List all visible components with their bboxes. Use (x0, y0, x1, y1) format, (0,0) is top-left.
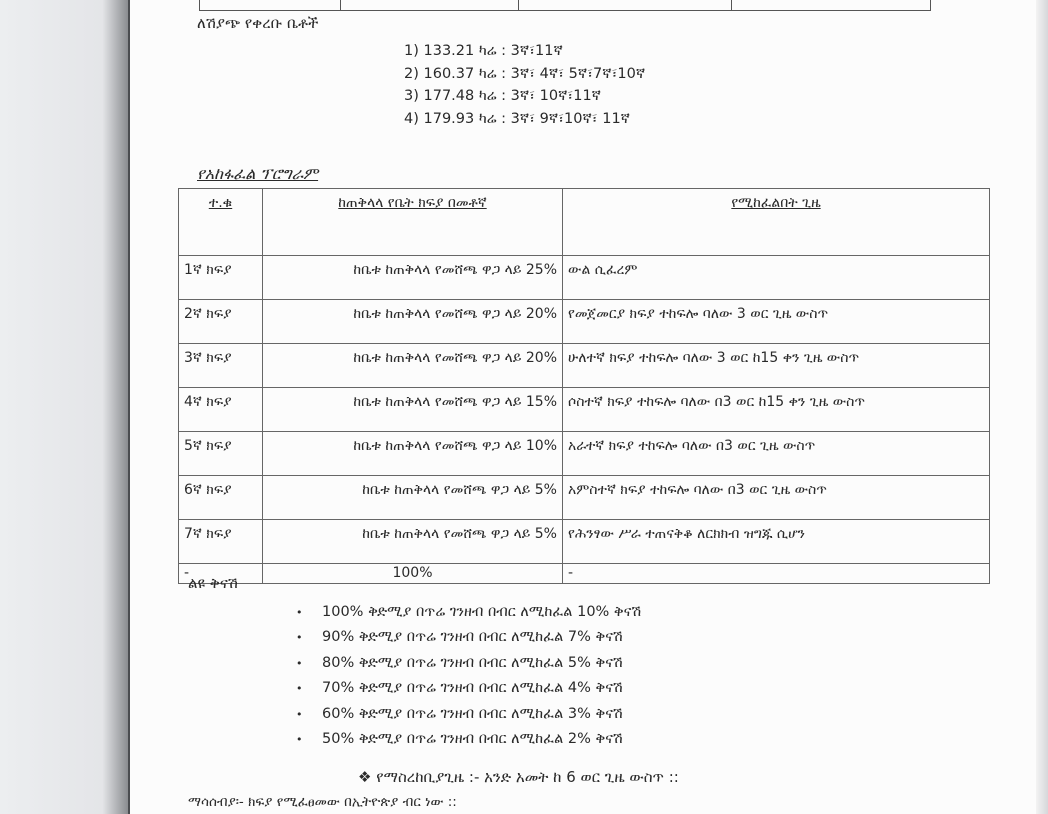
bullet-icon: • (296, 733, 303, 747)
payment-when: የሕንፃው ሥራ ተጠናቅቆ ለርክክብ ዝግጁ ሲሆን (563, 520, 990, 564)
bullet-icon: • (296, 631, 303, 645)
discount-text: 90% ቅድሚያ በጥሬ ገንዘብ በብር ለሚከፈል 7% ቅናሽ (322, 629, 623, 646)
bullet-icon: • (296, 656, 303, 670)
discount-text: 50% ቅድሚያ በጥሬ ገንዘብ በብር ለሚከፈል 2% ቅናሽ (322, 731, 623, 748)
previous-table-bottom (199, 0, 931, 11)
total-number: - (179, 564, 263, 584)
table-row (179, 388, 990, 432)
list-item (296, 727, 641, 752)
table-row (179, 432, 990, 476)
payment-when: አምስተኛ ክፍያ ተከፍሎ ባለው በ3 ወር ጊዜ ውስጥ (563, 476, 990, 520)
discount-text: 80% ቅድሚያ በጥሬ ገንዘብ በብር ለሚከፈል 5% ቅናሽ (322, 654, 623, 671)
payment-when: ሁለተኛ ክፍያ ተከፍሎ ባለው 3 ወር ከ15 ቀን ጊዜ ውስጥ (563, 344, 990, 388)
list-item (296, 702, 641, 727)
houses-list (404, 40, 645, 130)
column-header-number: ተ.ቁ (179, 189, 263, 256)
payment-percentage: ከቤቱ ከጠቅላላ የመሸጫ ዋጋ ላይ 25% (263, 256, 563, 300)
houses-heading: ለሽያጭ የቀረቡ ቤቶች (197, 14, 319, 32)
payment-number: 4ኛ ክፍያ (179, 388, 263, 432)
discount-text: 100% ቅድሚያ በጥሬ ገንዘብ በብር ለሚከፈል 10% ቅናሽ (322, 604, 642, 620)
payment-plan-heading: የአከፋፈል ፕሮግራም (197, 164, 319, 183)
payment-plan-table (178, 188, 990, 584)
list-item (296, 600, 641, 625)
payment-number: 5ኛ ክፍያ (179, 432, 263, 476)
houses-item: 2) 160.37 ካሬ : 3ኛ፣ 4ኛ፣ 5ኛ፣7ኛ፣10ኛ (404, 65, 646, 82)
payment-when: ውል ሲፈረም (563, 256, 990, 300)
houses-item: 1) 133.21 ካሬ : 3ኛ፣11ኛ (404, 43, 563, 59)
table-header-row (179, 189, 990, 256)
table-row (179, 300, 990, 344)
total-percentage: 100% (263, 564, 563, 584)
list-item (296, 651, 641, 676)
discount-heading: ልዩ ቅናሽ (188, 574, 238, 592)
list-item (296, 676, 641, 701)
discount-text: 60% ቅድሚያ በጥሬ ገንዘብ በብር ለሚከፈል 3% ቅናሽ (322, 705, 623, 722)
payment-when: ሶስተኛ ክፍያ ተከፍሎ ባለው በ3 ወር ከ15 ቀን ጊዜ ውስጥ (563, 388, 990, 432)
column-header-percentage: ከጠቅላላ የቤት ክፍያ በመቶኛ (263, 189, 563, 256)
table-row (179, 344, 990, 388)
payment-number: 7ኛ ክፍያ (179, 520, 263, 564)
table-row (179, 476, 990, 520)
page-shadow-left (0, 0, 128, 814)
payment-number: 3ኛ ክፍያ (179, 344, 263, 388)
payment-percentage: ከቤቱ ከጠቅላላ የመሸጫ ዋጋ ላይ 20% (263, 300, 563, 344)
houses-item: 3) 177.48 ካሬ : 3ኛ፣ 10ኛ፣11ኛ (404, 88, 601, 104)
payment-number: 2ኛ ክፍያ (179, 300, 263, 344)
total-when: - (563, 564, 990, 584)
diamond-bullet-icon: ❖ (358, 768, 372, 786)
page-shadow-right (1036, 0, 1048, 814)
handover-line (358, 768, 679, 786)
bullet-icon: • (296, 682, 303, 696)
payment-number: 1ኛ ክፍያ (179, 256, 263, 300)
payment-percentage: ከቤቱ ከጠቅላላ የመሸጫ ዋጋ ላይ 20% (263, 344, 563, 388)
payment-percentage: ከቤቱ ከጠቅላላ የመሸጫ ዋጋ ላይ 15% (263, 388, 563, 432)
payment-when: አራተኛ ክፍያ ተከፍሎ ባለው በ3 ወር ጊዜ ውስጥ (563, 432, 990, 476)
handover-text: የማስረከቢያጊዜ :- አንድ አመት ከ 6 ወር ጊዜ ውስጥ :: (376, 768, 679, 786)
houses-item: 4) 179.93 ካሬ : 3ኛ፣ 9ኛ፣10ኛ፣ 11ኛ (404, 110, 630, 127)
payment-number: 6ኛ ክፍያ (179, 476, 263, 520)
table-total-row (179, 564, 990, 584)
payment-when: የመጀመርያ ክፍያ ተከፍሎ ባለው 3 ወር ጊዜ ውስጥ (563, 300, 990, 344)
column-header-when: የሚከፈልበት ጊዜ (563, 189, 990, 256)
list-item (296, 625, 641, 650)
currency-note: ማሳሰብያ፡- ክፍያ የሚፈፀመው በኢትዮጵያ ብር ነው :: (188, 794, 457, 810)
payment-percentage: ከቤቱ ከጠቅላላ የመሸጫ ዋጋ ላይ 5% (263, 520, 563, 564)
discount-text: 70% ቅድሚያ በጥሬ ገንዘብ በብር ለሚከፈል 4% ቅናሽ (322, 680, 623, 697)
table-row (179, 520, 990, 564)
bullet-icon: • (296, 606, 303, 619)
bullet-icon: • (296, 707, 303, 721)
payment-percentage: ከቤቱ ከጠቅላላ የመሸጫ ዋጋ ላይ 10% (263, 432, 563, 476)
payment-percentage: ከቤቱ ከጠቅላላ የመሸጫ ዋጋ ላይ 5% (263, 476, 563, 520)
table-row (179, 256, 990, 300)
discount-list (296, 600, 641, 752)
